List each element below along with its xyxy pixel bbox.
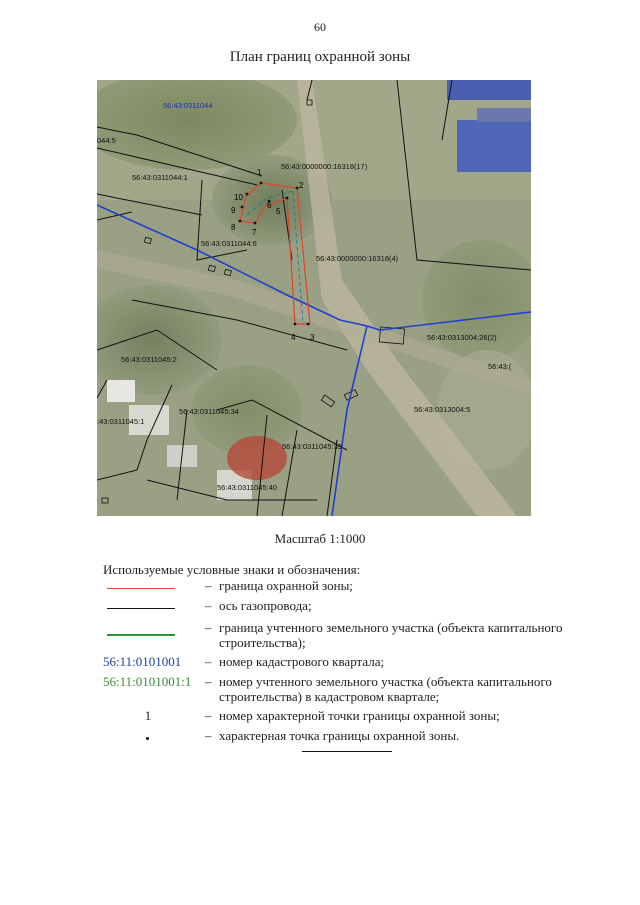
parcel-label: 56:43:0000000:16318(17) — [281, 162, 368, 171]
parcel-label: 044:5 — [97, 136, 116, 145]
page-title: План границ охранной зоны — [229, 49, 411, 65]
point-label-9: 9 — [231, 206, 236, 215]
page-number: 60 — [314, 20, 326, 34]
legend-item: – граница охранной зоны; — [103, 578, 583, 594]
parcel-label: 56:43:( — [488, 362, 512, 371]
parcel-label: 56:43:0311045:40 — [217, 483, 277, 492]
point-label-8: 8 — [231, 223, 236, 232]
quarter-number-symbol: 56:11:0101001 — [103, 654, 182, 669]
parcel-label: 56:43:0311045:34 — [179, 407, 239, 416]
point-dot-symbol — [103, 728, 205, 744]
legend-item: 56:11:0101001 – номер кадастрового квартала; — [103, 654, 385, 669]
legend-item: – граница учтенного земельного участка (объекта капитального строительства); — [103, 620, 583, 650]
legend-item: – ось газопровода; — [103, 598, 583, 614]
point-label-2: 2 — [299, 181, 304, 190]
cadastral-map — [97, 80, 531, 516]
parcel-label: :43:0311045:1 — [97, 417, 145, 426]
legend-item: 56:11:0101001:1 – номер учтенного земельного участка (объекта капитального строительства) в кадастровом квартале; — [103, 674, 552, 704]
point-label-10: 10 — [234, 193, 243, 202]
footer-rule — [302, 751, 392, 752]
black-line-symbol — [103, 598, 205, 614]
parcel-label: 56:43:0000000:16318(4) — [316, 254, 399, 263]
point-label-7: 7 — [252, 228, 257, 237]
quarter-label: 56:43:0313004:5 — [414, 405, 471, 414]
green-line-symbol — [103, 620, 205, 636]
quarter-label: 56:43:0311044 — [163, 101, 213, 110]
parcel-label: 56:43:0311045:2 — [121, 355, 177, 364]
legend-heading: Используемые условные знаки и обозначения: — [103, 562, 361, 577]
point-label-1: 1 — [257, 168, 262, 177]
legend-item: 1 – номер характерной точки границы охранной зоны; — [103, 708, 583, 724]
point-label-6: 6 — [267, 201, 272, 210]
blue-roof-1 — [447, 80, 531, 100]
point-label-5: 5 — [276, 207, 281, 216]
red-line-symbol — [103, 578, 205, 594]
blue-roof-2 — [457, 120, 531, 172]
quarter-label: 56:43:0313004:26(2) — [427, 333, 497, 342]
map-scale: Масштаб 1:1000 — [274, 531, 366, 546]
parcel-label: 56:43:0311044:6 — [201, 239, 257, 248]
point-label-4: 4 — [291, 333, 296, 342]
parcel-label: 56:43:0311045:39 — [282, 442, 342, 451]
parcel-label: 56:43:0311044:1 — [132, 173, 188, 182]
legend — [103, 578, 583, 748]
point-number-symbol: 1 — [144, 708, 152, 723]
point-label-3: 3 — [310, 333, 315, 342]
legend-item: – характерная точка границы охранной зоны. — [103, 728, 583, 744]
parcel-number-symbol: 56:11:0101001:1 — [103, 674, 192, 689]
